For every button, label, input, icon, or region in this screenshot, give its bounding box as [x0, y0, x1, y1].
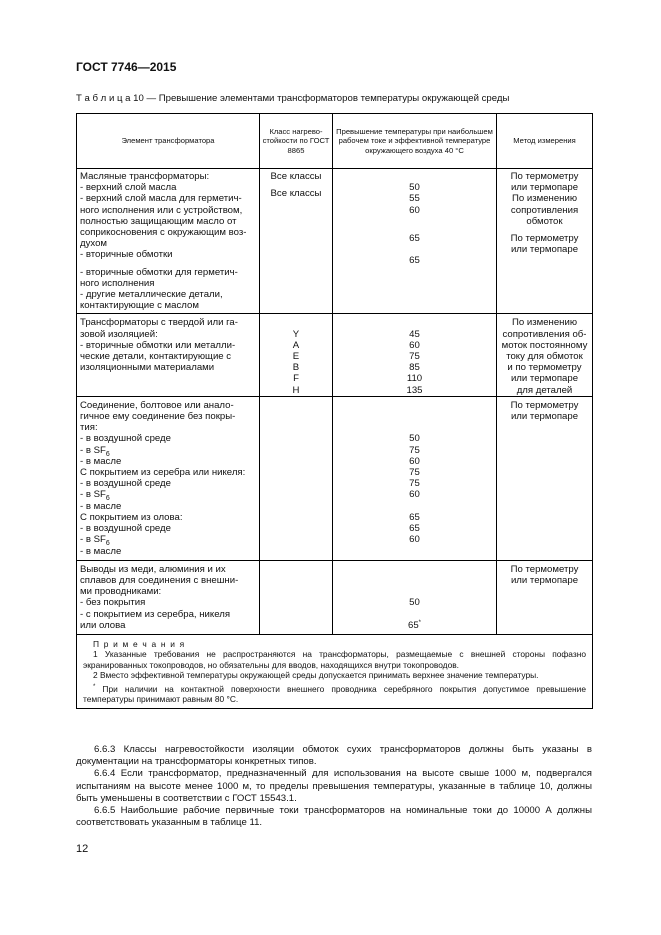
bolt-value-tin-air: 65 — [409, 523, 420, 535]
note-star — [83, 684, 586, 705]
oil-upper: - верхний слой масла — [80, 182, 177, 194]
oil-value-sealed: 55 — [409, 193, 420, 205]
table-notes-row — [77, 634, 593, 708]
solid-method-4: току для обмоток — [506, 351, 583, 363]
table-header-row — [77, 114, 593, 169]
copper-value-coated-number: 65 — [407, 619, 419, 631]
oil-method-2a: По изменению — [511, 193, 578, 205]
solid-class-a: A — [292, 339, 300, 351]
solid-method-2: сопротивления об- — [502, 328, 587, 340]
oil-secondary-sealed-b: ного исполнения — [80, 277, 155, 289]
bolt-tin-title: С покрытием из олова: — [80, 511, 183, 523]
copper-line-2: сплавов для соединения с внешни- — [80, 574, 239, 586]
bolt-line-3: тия: — [80, 422, 98, 434]
solid-value-y: 45 — [409, 328, 420, 340]
note-2: 2 Вместо эффективной температуры окружающей среды допускается принимать верхнее значение температуры. — [93, 670, 539, 681]
solid-class-f: F — [293, 373, 299, 385]
page-number: 12 — [76, 843, 89, 855]
bolt-silver-title: С покрытием из серебра или никеля: — [80, 467, 246, 479]
bolt-value-silver-air: 75 — [409, 478, 420, 490]
oil-other-metal-b: контактирующие с маслом — [80, 300, 199, 312]
bolt-value-tin-header: 65 — [409, 511, 420, 523]
bolt-value-tin-sf6: 60 — [409, 534, 420, 546]
table-caption-text: — Превышение элементами трансформаторов температуры окружающей среды — [143, 93, 510, 104]
paragraph-6-6-5: 6.6.5 Наибольшие рабочие первичные токи трансформаторов на номинальные токи до 10000 А должны соответствовать указанным в таблице 11. — [76, 805, 592, 829]
bolt-oil-3: - в масле — [80, 545, 122, 557]
note-1: 1 Указанные требования не распространяются на трансформаторы, размещаемые с внешней стороны пофазно экранированных токопроводов, но обязательны для вводов, находящихся внутри токопроводов. — [83, 649, 586, 670]
bolt-sf6-1 — [80, 445, 256, 456]
bolt-air-1: - в воздушной среде — [80, 433, 171, 445]
table-row-solid — [77, 314, 593, 396]
document-id: ГОСТ 7746—2015 — [76, 60, 177, 74]
table-row-copper — [77, 560, 593, 634]
sf6-subscript: 6 — [105, 450, 110, 458]
solid-value-f: 110 — [406, 373, 423, 385]
oil-method-2c: обмоток — [526, 215, 563, 227]
solid-class-y: Y — [292, 328, 300, 340]
solid-value-h: 135 — [406, 384, 423, 396]
solid-class-e: E — [292, 351, 300, 363]
notes-title: П р и м е ч а н и я — [93, 638, 186, 649]
table-caption-prefix: Т а б л и ц а 10 — [76, 93, 144, 104]
bolt-sf6-2 — [80, 489, 256, 503]
bolt-value-none-air: 50 — [409, 433, 420, 445]
copper-method-b: или термопаре — [510, 574, 579, 586]
copper-line-5: - с покрытием из серебра, никеля — [80, 608, 231, 620]
bolt-value-silver-header: 75 — [409, 467, 420, 479]
oil-method-3b: или термопаре — [510, 244, 579, 256]
header-temperature: Превышение температуры при наибольшем рабочем токе и эффективной температуре окружающего воздуха 40 °С — [333, 114, 497, 169]
oil-value-sec-sealed: 65 — [409, 233, 420, 245]
oil-method-2b: сопротивления — [510, 204, 579, 216]
oil-class-all-1: Все классы — [270, 171, 322, 182]
body-text — [76, 744, 592, 829]
bolt-oil-1: - в масле — [80, 455, 122, 467]
solid-value-a: 60 — [409, 339, 420, 351]
solid-class-b: B — [292, 362, 300, 374]
oil-method-1a: По термометру — [510, 171, 579, 182]
sf6-label: - в SF — [80, 534, 106, 546]
bolt-method-b: или термопаре — [510, 411, 579, 423]
solid-line-2: зовой изоляцией: — [80, 328, 158, 340]
header-element: Элемент трансформатора — [77, 114, 260, 169]
bolt-air-2: - в воздушной среде — [80, 478, 171, 490]
copper-value-bare: 50 — [409, 597, 420, 609]
bolt-value-none-oil: 60 — [409, 455, 420, 467]
sf6-label: - в SF — [80, 489, 106, 501]
oil-value-secondary: 60 — [409, 204, 420, 216]
bolt-method-a: По термометру — [510, 399, 579, 411]
oil-sealed-e: духом — [80, 238, 108, 250]
sf6-label: - в SF — [80, 444, 106, 456]
footnote-marker: * — [418, 619, 421, 626]
table-row-bolt — [77, 396, 593, 560]
solid-method-5: и по термометру — [507, 362, 582, 374]
solid-class-h: H — [292, 384, 300, 396]
note-star-marker: * — [93, 683, 96, 690]
copper-line-4: - без покрытия — [80, 597, 146, 609]
oil-secondary: - вторичные обмотки — [80, 249, 173, 261]
oil-other-metal: - другие металлические детали, — [80, 289, 223, 301]
sf6-subscript: 6 — [105, 495, 110, 503]
solid-method-1: По изменению — [511, 317, 578, 329]
paragraph-6-6-3: 6.6.3 Классы нагревостойкости изоляции обмоток сухих трансформаторов должны быть указаны в документации на трансформаторы конкретных типов. — [76, 744, 592, 768]
solid-line-3: - вторичные обмотки или металли- — [80, 339, 236, 351]
bolt-line-1: Соединение, болтовое или анало- — [80, 399, 234, 411]
copper-method-a: По термометру — [510, 563, 579, 575]
oil-sealed: - верхний слой масла для герметич- — [80, 193, 242, 205]
bolt-value-silver-sf6: 60 — [409, 489, 420, 501]
oil-value-upper: 50 — [409, 182, 420, 194]
solid-value-b: 85 — [409, 362, 420, 374]
solid-line-4: ческие детали, контактирующие с — [80, 351, 232, 363]
solid-method-7: для деталей — [516, 384, 573, 396]
header-method: Метод измерения — [497, 114, 593, 169]
temperature-rise-table — [76, 113, 593, 709]
header-class: Класс нагрево-стойкости по ГОСТ 8865 — [260, 114, 333, 169]
solid-line-1: Трансформаторы с твердой или га- — [80, 317, 238, 329]
table-caption — [76, 93, 509, 104]
solid-method-3: моток постоянному — [501, 339, 588, 351]
oil-method-3a: По термометру — [510, 233, 579, 245]
solid-method-6: или термопаре — [510, 373, 579, 385]
bolt-line-2: гичное ему соединение без покры- — [80, 411, 236, 423]
bolt-oil-2: - в масле — [80, 500, 122, 512]
oil-secondary-sealed: - вторичные обмотки для герметич- — [80, 266, 238, 278]
oil-sealed-c: полностью защищающим масло от — [80, 215, 237, 227]
paragraph-6-6-4: 6.6.4 Если трансформатор, предназначенный для использования на высоте свыше 1000 м, подвергался испытаниям на высоте менее 1000 м, то пределы превышения температуры, указанные в таблице 10, должны быть уменьшены в соответствии с ГОСТ 15543.1. — [76, 768, 592, 804]
copper-line-3: ми проводниками: — [80, 586, 162, 598]
copper-line-6: или олова — [80, 619, 126, 631]
bolt-air-3: - в воздушной среде — [80, 523, 171, 535]
sf6-subscript: 6 — [105, 540, 110, 548]
oil-value-other: 65 — [409, 255, 420, 267]
bolt-value-none-sf6: 75 — [409, 444, 420, 456]
oil-sealed-b: ного исполнения или с устройством, — [80, 204, 243, 216]
oil-sealed-d: соприкосновения с окружающим воз- — [80, 227, 247, 239]
note-star-text: При наличии на контактной поверхности внешнего проводника серебряного покрытия допустимое превышение температуры принимают равным 80 °С. — [83, 683, 586, 704]
oil-title: Масляные трансформаторы: — [80, 171, 210, 182]
oil-class-all-2: Все классы — [270, 188, 322, 200]
oil-method-1b: или термопаре — [510, 182, 579, 194]
solid-value-e: 75 — [409, 351, 420, 363]
solid-line-5: изоляционными материалами — [80, 362, 215, 374]
table-row-oil — [77, 169, 593, 314]
bolt-sf6-3 — [80, 534, 256, 548]
copper-value-coated — [336, 620, 493, 631]
copper-line-1: Выводы из меди, алюминия и их — [80, 563, 226, 575]
